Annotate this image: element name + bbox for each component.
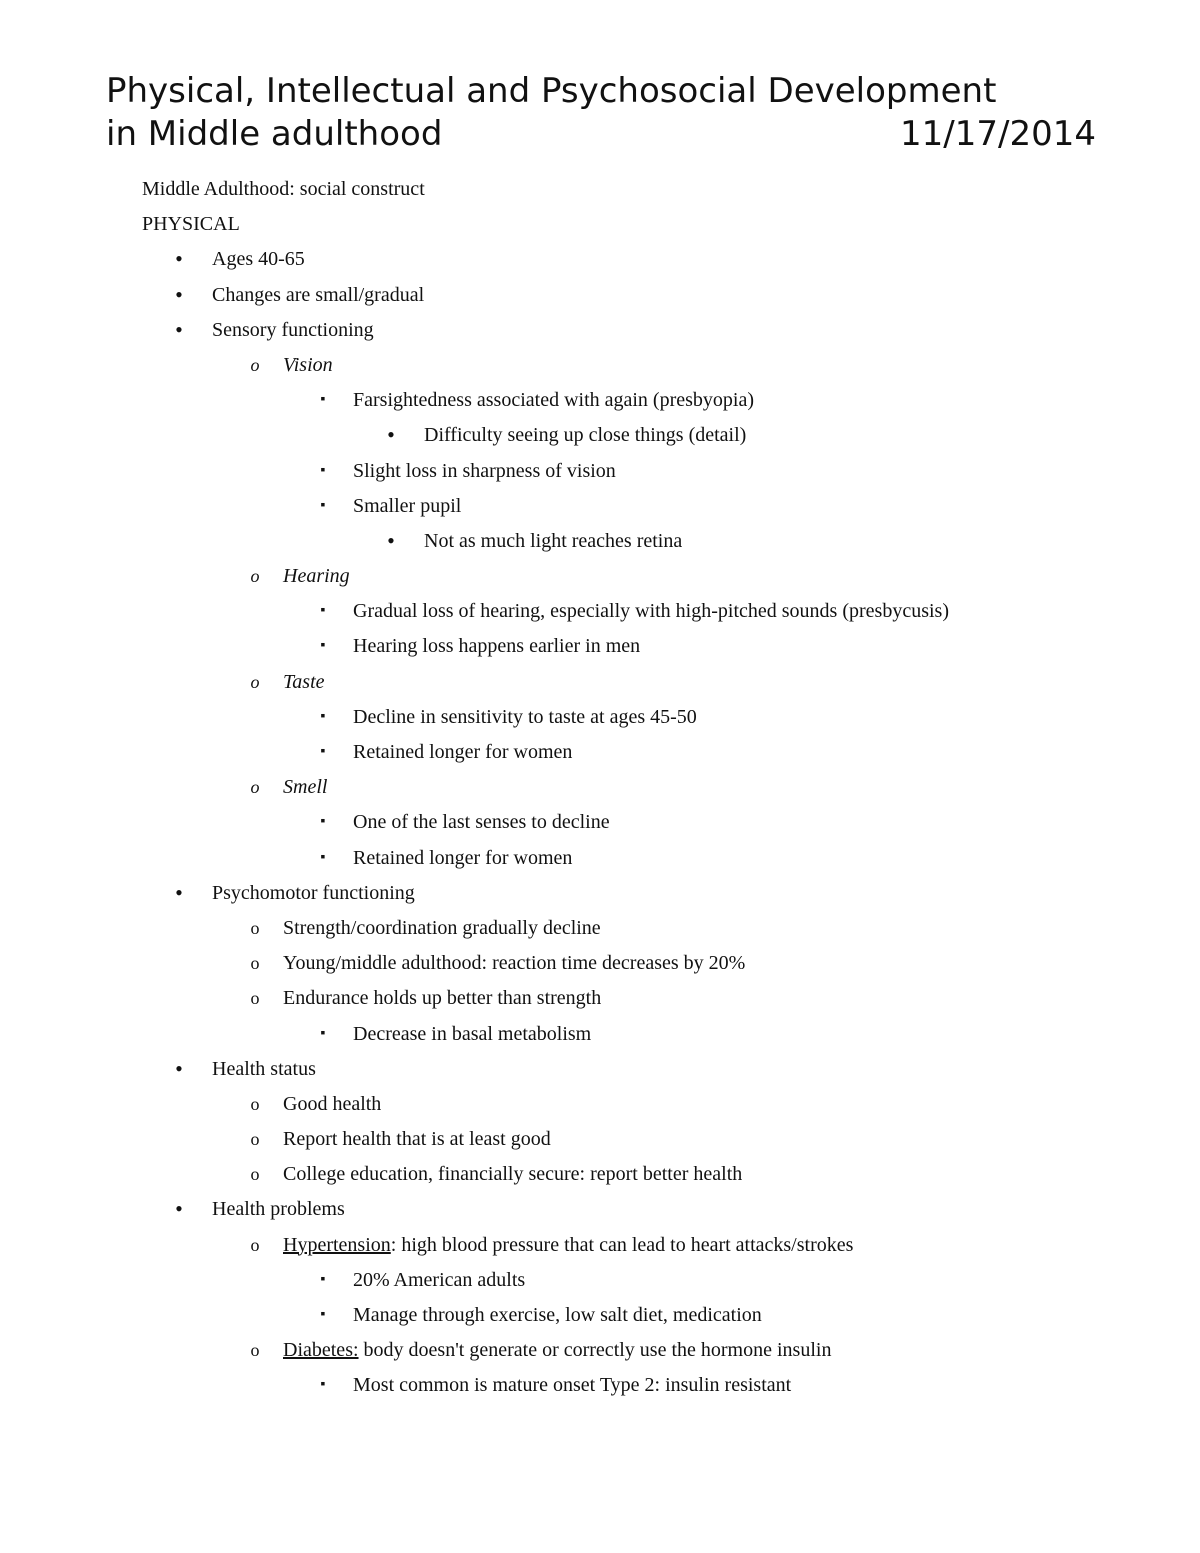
item-text: Retained longer for women [353,741,573,763]
title-subject: in Middle adulthood [106,114,443,154]
bullet-icon: • [175,879,183,905]
circle-bullet-icon: o [250,953,260,974]
item-text: Health problems [212,1198,345,1221]
list-item [0,807,1200,842]
item-text: Young/middle adulthood: reaction time decreases by 20% [283,952,746,975]
circle-bullet-icon: o [250,671,260,692]
list-item [0,1335,1200,1370]
circle-bullet-icon: o [250,566,260,587]
item-text: Most common is mature onset Type 2: insulin resistant [353,1374,792,1397]
square-bullet-icon: ▪ [320,462,326,478]
bullet-icon: • [175,316,183,342]
circle-bullet-icon: o [250,1340,260,1361]
item-text [283,1335,831,1365]
item-text: Ages 40-65 [212,248,305,271]
circle-bullet-icon: o [250,988,260,1009]
notes-body [0,174,1200,1406]
list-item [0,983,1200,1018]
list-item [0,385,1200,420]
hypertension-definition: : high blood pressure that can lead to heart attacks/strokes [390,1233,854,1256]
item-text: Vision [283,353,333,376]
list-item [0,631,1200,666]
square-bullet-icon: ▪ [320,497,326,513]
circle-bullet-icon: o [250,917,260,938]
item-text: Good health [283,1092,382,1115]
item-text: Decrease in basal metabolism [353,1022,592,1045]
circle-bullet-icon: o [250,777,260,798]
item-text: College education, financially secure: report better health [283,1163,743,1186]
title-line-2 [106,113,1096,156]
list-item [0,280,1200,315]
item-text: Smell [283,776,328,799]
item-text: Health status [212,1057,316,1080]
list-item [0,350,1200,385]
list-item [0,913,1200,948]
bullet-icon: • [387,422,395,448]
item-text: One of the last senses to decline [353,811,610,834]
list-item [0,561,1200,596]
list-item [0,1370,1200,1405]
circle-bullet-icon: o [250,1129,260,1150]
square-bullet-icon: ▪ [320,849,326,865]
list-item [0,1265,1200,1300]
intro-text: Middle Adulthood: social construct [142,178,425,200]
item-text: Not as much light reaches retina [424,529,683,552]
list-item [0,491,1200,526]
item-text: Sensory functioning [212,318,374,341]
bullet-icon: • [387,527,395,553]
item-text: Changes are small/gradual [212,283,425,306]
section-heading: PHYSICAL [142,213,240,236]
item-text: Smaller pupil [353,494,462,517]
list-item [0,702,1200,737]
list-item [0,526,1200,561]
list-item [0,315,1200,350]
item-text: Retained longer for women [353,846,573,869]
hypertension-term: Hypertension [283,1233,391,1256]
list-item [0,420,1200,455]
item-text: Decline in sensitivity to taste at ages 45-50 [353,705,697,728]
item-text: Report health that is at least good [283,1128,551,1151]
list-item [0,1230,1200,1265]
list-item [0,244,1200,279]
list-item [0,1194,1200,1229]
list-item [0,1300,1200,1335]
square-bullet-icon: ▪ [320,814,326,830]
item-text: Gradual loss of hearing, especially with high-pitched sounds (presbycusis) [353,600,949,623]
bullet-icon: • [175,1055,183,1081]
item-text: Endurance holds up better than strength [283,987,602,1010]
title-line-1: Physical, Intellectual and Psychosocial Development [106,71,997,111]
list-item [0,843,1200,878]
list-item [0,737,1200,772]
list-item [0,456,1200,491]
bullet-icon: • [175,246,183,272]
list-item [0,209,1200,244]
item-text: Hearing loss happens earlier in men [353,635,641,658]
square-bullet-icon: ▪ [320,392,326,408]
circle-bullet-icon: o [250,1093,260,1114]
list-item [0,1054,1200,1089]
square-bullet-icon: ▪ [320,708,326,724]
item-text: Difficulty seeing up close things (detail) [424,424,747,447]
item-text: Strength/coordination gradually decline [283,916,601,939]
list-item [0,1089,1200,1124]
title-date: 11/17/2014 [900,114,1096,154]
diabetes-term: Diabetes: [283,1339,359,1362]
list-item [0,1159,1200,1194]
list-item [0,1124,1200,1159]
diabetes-definition: body doesn't generate or correctly use the hormone insulin [358,1339,832,1362]
item-text [283,1230,853,1260]
square-bullet-icon: ▪ [320,1271,326,1287]
circle-bullet-icon: o [250,1164,260,1185]
bullet-icon: • [175,1196,183,1222]
item-text: Slight loss in sharpness of vision [353,459,616,482]
square-bullet-icon: ▪ [320,603,326,619]
square-bullet-icon: ▪ [320,744,326,759]
square-bullet-icon: ▪ [320,1377,326,1393]
list-item [0,878,1200,913]
circle-bullet-icon: o [250,1234,260,1255]
square-bullet-icon: ▪ [320,638,326,654]
page-title [106,70,1096,156]
list-item [0,948,1200,983]
square-bullet-icon: ▪ [320,1307,326,1322]
list-item [0,596,1200,631]
list-item [0,772,1200,807]
item-text: Farsightedness associated with again (presbyopia) [353,389,755,412]
item-text: 20% American adults [353,1268,526,1291]
square-bullet-icon: ▪ [320,1025,326,1041]
item-text: Manage through exercise, low salt diet, medication [353,1304,762,1326]
list-item [0,667,1200,702]
list-item [0,1019,1200,1054]
circle-bullet-icon: o [250,354,260,375]
list-item [0,174,1200,209]
bullet-icon: • [175,281,183,307]
item-text: Psychomotor functioning [212,881,415,904]
item-text: Hearing [283,565,350,588]
item-text: Taste [283,670,325,693]
